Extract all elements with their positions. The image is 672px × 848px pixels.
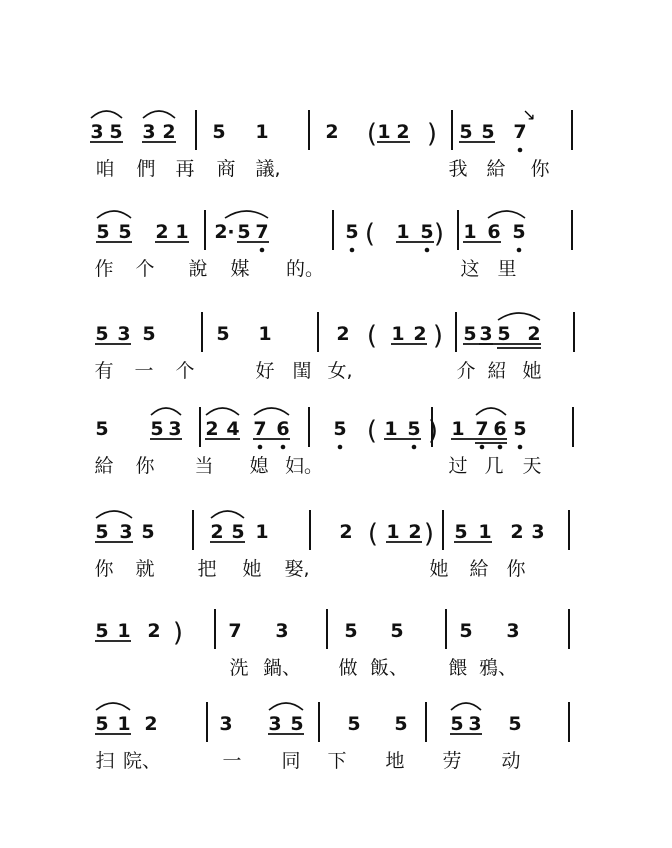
slur bbox=[488, 211, 525, 218]
lyric: 地 bbox=[385, 750, 405, 772]
note: 2 bbox=[408, 521, 422, 543]
lyric: 議, bbox=[255, 158, 281, 180]
note: 5 bbox=[407, 418, 421, 440]
note: 1 bbox=[175, 221, 189, 243]
lyric: 有 bbox=[94, 360, 114, 382]
score-row bbox=[94, 312, 574, 382]
note: 3 bbox=[531, 521, 545, 543]
note: 5 bbox=[333, 418, 347, 440]
lyric: 的。 bbox=[285, 258, 325, 280]
slur bbox=[151, 408, 181, 415]
note: 1 bbox=[478, 521, 492, 543]
note: 5 bbox=[463, 323, 477, 345]
slur bbox=[97, 211, 131, 218]
note: 2 bbox=[162, 121, 176, 143]
note: 1 bbox=[255, 521, 269, 543]
lyric: 动 bbox=[501, 750, 521, 772]
note: 5 bbox=[390, 620, 404, 642]
note: 2 bbox=[147, 620, 161, 642]
lyric: 个 bbox=[175, 360, 195, 382]
note: 5 bbox=[497, 323, 511, 345]
lyric: 她 bbox=[429, 558, 449, 580]
octave-dot bbox=[517, 248, 522, 253]
lyric: 一 bbox=[222, 750, 242, 772]
note: 7 bbox=[253, 418, 267, 440]
lyric: 說 bbox=[188, 258, 208, 280]
octave-dot bbox=[425, 248, 430, 253]
note: 3 bbox=[219, 713, 233, 735]
slur bbox=[451, 703, 481, 710]
lyric: 咱 bbox=[95, 158, 115, 180]
note: 7 bbox=[513, 121, 527, 143]
lyric: 几 bbox=[484, 455, 504, 477]
note: 3 bbox=[142, 121, 156, 143]
octave-dot bbox=[338, 445, 343, 450]
note: 2 bbox=[413, 323, 427, 345]
note: 5 bbox=[141, 521, 155, 543]
note: 5 bbox=[481, 121, 495, 143]
note: 3 bbox=[90, 121, 104, 143]
note: 5 bbox=[347, 713, 361, 735]
lyric: 她 bbox=[242, 558, 262, 580]
note: 5 bbox=[95, 418, 109, 440]
lyric: 們 bbox=[136, 158, 156, 180]
paren-close: ) bbox=[427, 416, 439, 446]
lyric: 好 bbox=[255, 360, 275, 382]
note: 5 bbox=[394, 713, 408, 735]
paren-open: ( bbox=[364, 219, 376, 249]
note: 3 bbox=[168, 418, 182, 440]
slur bbox=[211, 511, 244, 518]
note: 7 bbox=[228, 620, 242, 642]
score-row bbox=[95, 702, 569, 772]
paren-open: ( bbox=[366, 119, 378, 149]
note: 2 bbox=[205, 418, 219, 440]
note: 2 bbox=[527, 323, 541, 345]
lyric: 閨 bbox=[292, 360, 312, 382]
note: 5 bbox=[95, 620, 109, 642]
score-row bbox=[94, 407, 573, 477]
note: 5 bbox=[450, 713, 464, 735]
note: 2 bbox=[510, 521, 524, 543]
lyric: 介 bbox=[456, 360, 476, 382]
note: 3 bbox=[268, 713, 282, 735]
note: 7 bbox=[255, 221, 269, 243]
note: 5 bbox=[96, 221, 110, 243]
paren-close: ) bbox=[423, 519, 435, 549]
lyric: 你 bbox=[135, 455, 155, 477]
note: 5 bbox=[95, 521, 109, 543]
lyric: 再 bbox=[175, 158, 195, 180]
note: 1 bbox=[451, 418, 465, 440]
slur bbox=[143, 111, 175, 118]
lyric: 鍋、 bbox=[262, 657, 302, 679]
octave-dot bbox=[412, 445, 417, 450]
note: 1 bbox=[463, 221, 477, 243]
slur bbox=[498, 313, 540, 320]
note: 1 bbox=[258, 323, 272, 345]
lyric: 你 bbox=[530, 158, 550, 180]
slur bbox=[225, 211, 268, 218]
lyric: 这 bbox=[460, 258, 480, 280]
score-row bbox=[94, 210, 572, 280]
slur bbox=[96, 511, 132, 518]
note: 5 bbox=[454, 521, 468, 543]
note: 5 bbox=[212, 121, 226, 143]
lyric: 給 bbox=[486, 158, 506, 180]
slur bbox=[96, 703, 130, 710]
note: 6 bbox=[493, 418, 507, 440]
paren-open: ( bbox=[366, 321, 378, 351]
octave-dot bbox=[260, 248, 265, 253]
lyric: 媳 bbox=[249, 455, 269, 477]
lyric: 下 bbox=[327, 750, 347, 772]
note: 5 bbox=[95, 323, 109, 345]
note: 5 bbox=[216, 323, 230, 345]
direction-mark: ↘ bbox=[522, 105, 536, 124]
note: 5 bbox=[512, 221, 526, 243]
note: 5 bbox=[231, 521, 245, 543]
lyric: 媒 bbox=[230, 258, 250, 280]
lyric: 給 bbox=[469, 558, 489, 580]
note: · bbox=[227, 221, 235, 243]
paren-close: ) bbox=[426, 119, 438, 149]
lyric: 你 bbox=[506, 558, 526, 580]
note: 3 bbox=[506, 620, 520, 642]
note: 5 bbox=[95, 713, 109, 735]
slur bbox=[476, 408, 506, 415]
lyric: 娶, bbox=[284, 558, 310, 580]
note: 4 bbox=[226, 418, 240, 440]
note: 1 bbox=[117, 620, 131, 642]
lyric: 就 bbox=[135, 558, 155, 580]
lyric: 当 bbox=[194, 455, 214, 477]
note: 1 bbox=[391, 323, 405, 345]
lyric: 洗 bbox=[229, 657, 249, 679]
note: 3 bbox=[479, 323, 493, 345]
note: 5 bbox=[142, 323, 156, 345]
note: 2 bbox=[214, 221, 228, 243]
lyric: 給 bbox=[94, 455, 114, 477]
lyric: 里 bbox=[497, 258, 517, 280]
lyric: 女, bbox=[327, 360, 353, 382]
note: 5 bbox=[459, 620, 473, 642]
octave-dot bbox=[281, 445, 286, 450]
note: 2 bbox=[339, 521, 353, 543]
note: 5 bbox=[459, 121, 473, 143]
octave-dot bbox=[498, 445, 503, 450]
note: 3 bbox=[117, 323, 131, 345]
note: 5 bbox=[150, 418, 164, 440]
note: 6 bbox=[487, 221, 501, 243]
lyric: 鴉、 bbox=[478, 657, 518, 679]
lyric: 个 bbox=[135, 258, 155, 280]
lyric: 我 bbox=[448, 158, 468, 180]
note: 1 bbox=[377, 121, 391, 143]
note: 2 bbox=[210, 521, 224, 543]
note: 5 bbox=[237, 221, 251, 243]
note: 3 bbox=[275, 620, 289, 642]
octave-dot bbox=[480, 445, 485, 450]
note: 1 bbox=[386, 521, 400, 543]
note: 2 bbox=[144, 713, 158, 735]
note: 5 bbox=[290, 713, 304, 735]
note: 5 bbox=[345, 221, 359, 243]
lyric: 过 bbox=[448, 455, 468, 477]
lyric: 把 bbox=[197, 558, 217, 580]
lyric: 餵 bbox=[448, 657, 468, 679]
note: 3 bbox=[468, 713, 482, 735]
slur bbox=[91, 111, 122, 118]
note: 5 bbox=[344, 620, 358, 642]
octave-dot bbox=[518, 445, 523, 450]
octave-dot bbox=[350, 248, 355, 253]
note: 2 bbox=[155, 221, 169, 243]
lyric: 你 bbox=[94, 558, 114, 580]
lyric: 院、 bbox=[122, 750, 162, 772]
note: 5 bbox=[118, 221, 132, 243]
lyric: 她 bbox=[522, 360, 542, 382]
lyric: 妇。 bbox=[284, 455, 324, 477]
note: 1 bbox=[255, 121, 269, 143]
lyric: 紹 bbox=[487, 360, 507, 382]
note: 1 bbox=[117, 713, 131, 735]
score-row bbox=[94, 510, 569, 580]
note: 5 bbox=[109, 121, 123, 143]
paren-close: ) bbox=[172, 618, 184, 648]
lyric: 商 bbox=[216, 158, 236, 180]
lyric: 扫 bbox=[95, 750, 115, 772]
slur bbox=[206, 408, 239, 415]
lyric: 一 bbox=[134, 360, 154, 382]
note: 5 bbox=[513, 418, 527, 440]
paren-close: ) bbox=[433, 219, 445, 249]
note: 2 bbox=[325, 121, 339, 143]
note: 2 bbox=[396, 121, 410, 143]
note: 5 bbox=[508, 713, 522, 735]
note: 1 bbox=[396, 221, 410, 243]
lyric: 劳 bbox=[442, 750, 462, 772]
note: 6 bbox=[276, 418, 290, 440]
slur bbox=[254, 408, 289, 415]
paren-close: ) bbox=[432, 321, 444, 351]
paren-open: ( bbox=[366, 416, 378, 446]
note: 5 bbox=[420, 221, 434, 243]
note: 3 bbox=[119, 521, 133, 543]
note: 7 bbox=[475, 418, 489, 440]
octave-dot bbox=[518, 148, 523, 153]
note: 1 bbox=[384, 418, 398, 440]
lyric: 同 bbox=[281, 750, 301, 772]
note: 2 bbox=[336, 323, 350, 345]
lyric: 飯、 bbox=[369, 657, 409, 679]
slur bbox=[269, 703, 303, 710]
lyric: 作 bbox=[94, 258, 114, 280]
lyric: 天 bbox=[522, 455, 542, 477]
octave-dot bbox=[258, 445, 263, 450]
paren-open: ( bbox=[367, 519, 379, 549]
lyric: 做 bbox=[338, 657, 358, 679]
score-row bbox=[95, 609, 569, 679]
